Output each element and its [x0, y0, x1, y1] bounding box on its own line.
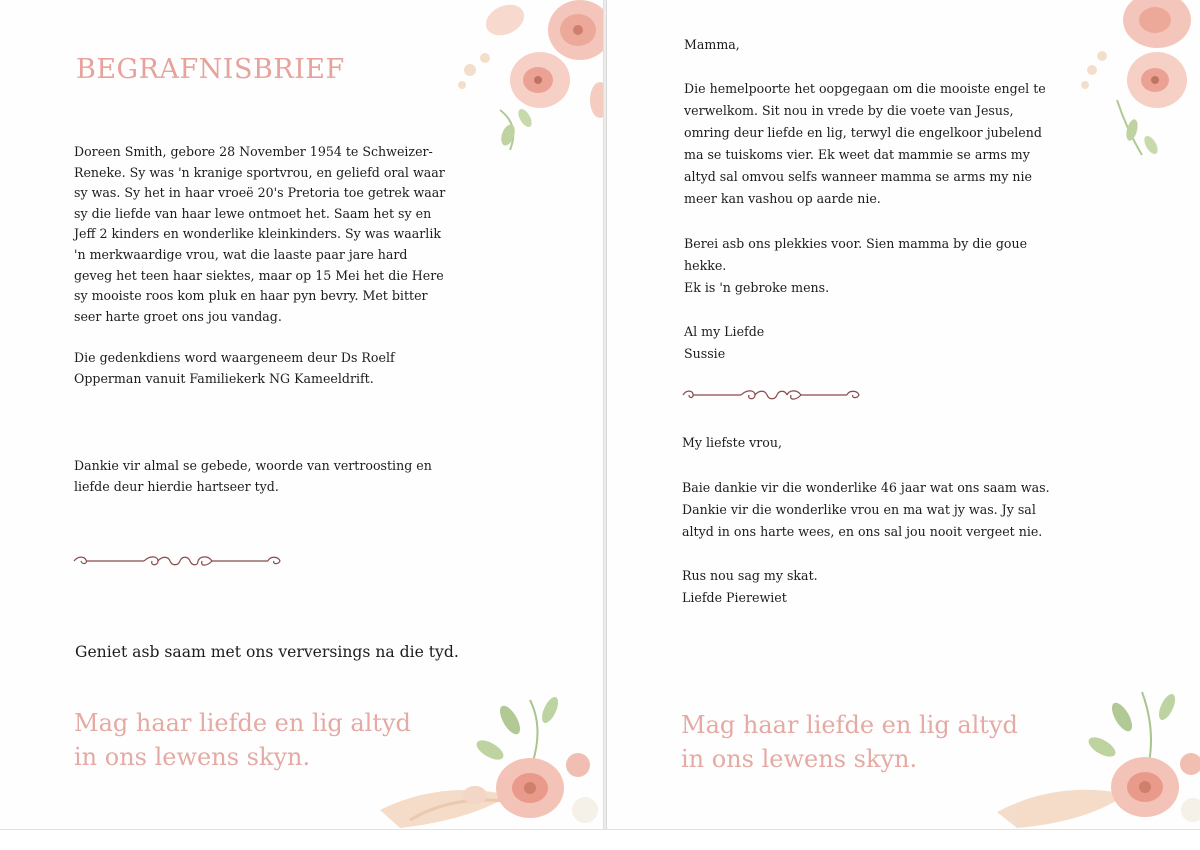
floral-corner-top-left-page [430, 0, 605, 160]
left-page [0, 0, 605, 829]
letter-paragraph-1: Die hemelpoorte het oopgegaan om die mooiste engel te verwelkom. Sit nou in vrede by die voete van Jesus, omring deur liefde en lig, terwyl die engelkoor jubelend ma se tuiskoms vier. Ek weet dat mammie se arms my altyd sal omvou selfs wanneer mamma se arms my nie meer kan vashou op aarde nie. [684, 81, 1046, 206]
salutation-mamma: Mamma, [684, 37, 740, 52]
thanks-paragraph: Dankie vir almal se gebede, woorde van vertroosting en liefde deur hierdie hartseer tyd. [74, 458, 432, 494]
signoff-pierewiet-line-1: Rus nou sag my skat. [682, 568, 818, 583]
page-title: BEGRAFNISBRIEF [76, 54, 345, 85]
salutation-wife: My liefste vrou, [682, 435, 782, 450]
ornamental-divider-left [72, 552, 284, 570]
right-page [606, 0, 1200, 829]
refreshments-note: Geniet asb saam met ons verversings na die tyd. [75, 643, 459, 661]
closing-quote-right [681, 708, 1018, 776]
closing-quote-left [74, 706, 411, 774]
signoff-sussie [684, 321, 764, 365]
quote-line-2: in ons lewens skyn. [74, 743, 311, 771]
signoff-pierewiet [682, 565, 818, 609]
quote-line-1: Mag haar liefde en lig altyd [74, 709, 411, 737]
floral-corner-bottom-left-page [380, 670, 604, 829]
signoff-pierewiet-line-2: Liefde Pierewiet [682, 590, 787, 605]
quote-line-1: Mag haar liefde en lig altyd [681, 711, 1018, 739]
letter-paragraph-2-line-1: Berei asb ons plekkies voor. Sien mamma by die goue hekke. [684, 236, 1028, 273]
letter-paragraph-2-line-2: Ek is 'n gebroke mens. [684, 280, 830, 295]
ornamental-divider-right [681, 386, 863, 404]
quote-line-2: in ons lewens skyn. [681, 745, 918, 773]
letter-paragraph-2 [684, 233, 1054, 299]
letter-paragraph-3: Baie dankie vir die wonderlike 46 jaar wat ons saam was. Dankie vir die wonderlike vrou en ma wat jy was. Jy sal altyd in ons harte wees, en ons sal jou nooit vergeet nie. [682, 480, 1050, 539]
signoff-sussie-line-2: Sussie [684, 346, 726, 361]
scan-bottom-edge [0, 829, 1200, 850]
bio-paragraph: Doreen Smith, gebore 28 November 1954 te Schweizer-Reneke. Sy was 'n kranige sportvrou, en geliefd oral waar sy was. Sy het in haar vroeë 20's Pretoria toe getrek waar sy die liefde van haar lewe ontmoet het. Saam het sy en Jeff 2 kinders en wonderlike kleinkinders. Sy was waarlik 'n merkwaardige vrou, wat die laaste paar jare hard geveg het teen haar siektes, maar op 15 Mei het die Here sy mooiste roos kom pluk en haar pyn bevry. Met bitter seer harte groet ons jou vandag. [74, 144, 446, 324]
signoff-sussie-line-1: Al my Liefde [684, 324, 765, 339]
floral-corner-top-right-page [1047, 0, 1200, 170]
floral-corner-bottom-right-page [987, 672, 1200, 829]
service-paragraph: Die gedenkdiens word waargeneem deur Ds Roelf Opperman vanuit Familiekerk NG Kameeldrift. [74, 350, 395, 386]
